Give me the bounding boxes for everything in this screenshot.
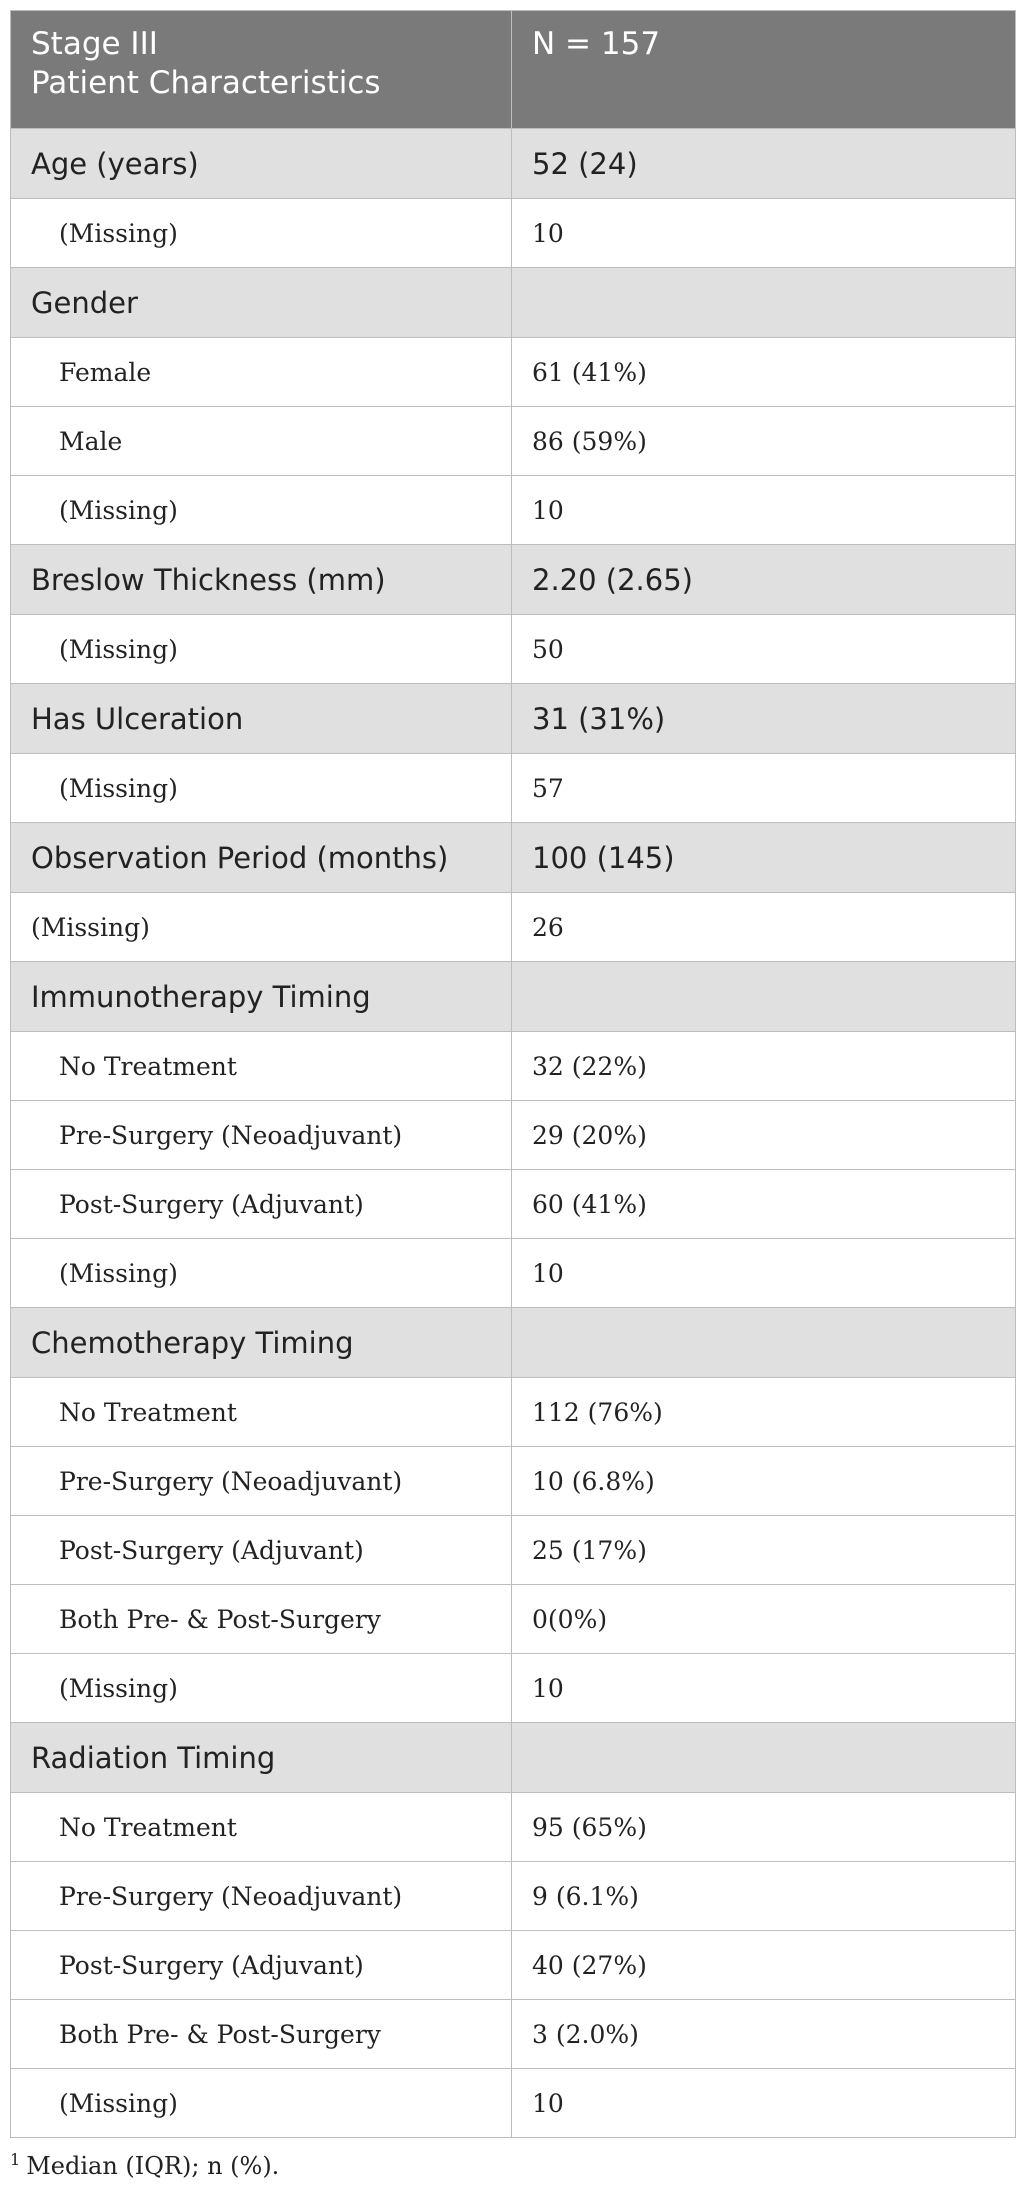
- row-value-cell: 26: [512, 893, 1016, 962]
- section-value-cell: 2.20 (2.65): [512, 545, 1016, 615]
- row-value-cell: 112 (76%): [512, 1378, 1016, 1447]
- row-label-cell: (Missing): [11, 2069, 512, 2138]
- section-value-cell: [512, 1308, 1016, 1378]
- table-row: [11, 199, 1016, 268]
- section-label-cell: Age (years): [11, 129, 512, 199]
- row-label-cell: (Missing): [11, 1239, 512, 1308]
- patient-characteristics-table-container: [10, 10, 1015, 2138]
- table-row: [11, 1862, 1016, 1931]
- row-value-cell: 10 (6.8%): [512, 1447, 1016, 1516]
- row-value-cell: 25 (17%): [512, 1516, 1016, 1585]
- row-value-cell: 57: [512, 754, 1016, 823]
- row-value-cell: 10: [512, 1654, 1016, 1723]
- row-label-cell: Pre-Surgery (Neoadjuvant): [11, 1447, 512, 1516]
- section-label-cell: Radiation Timing: [11, 1723, 512, 1793]
- table-section-row: [11, 1723, 1016, 1793]
- row-value-cell: 10: [512, 199, 1016, 268]
- table-row: [11, 754, 1016, 823]
- table-section-row: [11, 129, 1016, 199]
- row-label-cell: (Missing): [11, 893, 512, 962]
- row-label-cell: (Missing): [11, 1654, 512, 1723]
- table-row: [11, 1101, 1016, 1170]
- row-value-cell: 0(0%): [512, 1585, 1016, 1654]
- table-section-row: [11, 823, 1016, 893]
- table-section-row: [11, 545, 1016, 615]
- table-section-row: [11, 684, 1016, 754]
- table-section-row: [11, 1308, 1016, 1378]
- row-label-cell: (Missing): [11, 615, 512, 684]
- row-label-cell: No Treatment: [11, 1032, 512, 1101]
- row-value-cell: 29 (20%): [512, 1101, 1016, 1170]
- table-row: [11, 338, 1016, 407]
- section-label-cell: Observation Period (months): [11, 823, 512, 893]
- row-label-cell: Post-Surgery (Adjuvant): [11, 1931, 512, 2000]
- table-row: [11, 1516, 1016, 1585]
- table-row: [11, 615, 1016, 684]
- footnote-text: Median (IQR); n (%).: [26, 2152, 280, 2180]
- row-label-cell: Pre-Surgery (Neoadjuvant): [11, 1101, 512, 1170]
- row-label-cell: Male: [11, 407, 512, 476]
- patient-characteristics-table: [10, 10, 1016, 2138]
- table-footnote: [10, 2150, 279, 2180]
- table-row: [11, 1585, 1016, 1654]
- row-value-cell: 10: [512, 1239, 1016, 1308]
- table-row: [11, 1931, 1016, 2000]
- row-value-cell: 40 (27%): [512, 1931, 1016, 2000]
- row-value-cell: 50: [512, 615, 1016, 684]
- table-row: [11, 1032, 1016, 1101]
- section-label-cell: Breslow Thickness (mm): [11, 545, 512, 615]
- table-body: [11, 129, 1016, 2138]
- table-row: [11, 1793, 1016, 1862]
- table-row: [11, 1447, 1016, 1516]
- table-section-row: [11, 268, 1016, 338]
- header-characteristics-column: [11, 11, 512, 129]
- section-value-cell: 31 (31%): [512, 684, 1016, 754]
- table-row: [11, 1654, 1016, 1723]
- table-row: [11, 1239, 1016, 1308]
- table-row: [11, 2069, 1016, 2138]
- footnote-marker: 1: [10, 2150, 21, 2169]
- row-label-cell: (Missing): [11, 754, 512, 823]
- table-header: [11, 11, 1016, 129]
- row-label-cell: Post-Surgery (Adjuvant): [11, 1516, 512, 1585]
- row-value-cell: 32 (22%): [512, 1032, 1016, 1101]
- header-characteristics-label: Patient Characteristics: [31, 65, 381, 101]
- table-row: [11, 2000, 1016, 2069]
- table-row: [11, 1378, 1016, 1447]
- row-value-cell: 61 (41%): [512, 338, 1016, 407]
- header-n-column: [512, 11, 1016, 129]
- row-value-cell: 60 (41%): [512, 1170, 1016, 1239]
- section-label-cell: Chemotherapy Timing: [11, 1308, 512, 1378]
- section-label-cell: Immunotherapy Timing: [11, 962, 512, 1032]
- row-value-cell: 95 (65%): [512, 1793, 1016, 1862]
- section-value-cell: [512, 268, 1016, 338]
- row-label-cell: No Treatment: [11, 1378, 512, 1447]
- row-label-cell: Both Pre- & Post-Surgery: [11, 2000, 512, 2069]
- section-value-cell: 52 (24): [512, 129, 1016, 199]
- row-value-cell: 86 (59%): [512, 407, 1016, 476]
- table-header-row: [11, 11, 1016, 129]
- table-row: [11, 893, 1016, 962]
- section-value-cell: 100 (145): [512, 823, 1016, 893]
- row-value-cell: 10: [512, 476, 1016, 545]
- row-label-cell: (Missing): [11, 476, 512, 545]
- row-label-cell: Female: [11, 338, 512, 407]
- table-section-row: [11, 962, 1016, 1032]
- section-value-cell: [512, 962, 1016, 1032]
- header-n-label: N = 157: [532, 26, 661, 62]
- table-row: [11, 407, 1016, 476]
- section-label-cell: Gender: [11, 268, 512, 338]
- row-label-cell: (Missing): [11, 199, 512, 268]
- table-row: [11, 1170, 1016, 1239]
- row-label-cell: No Treatment: [11, 1793, 512, 1862]
- row-value-cell: 3 (2.0%): [512, 2000, 1016, 2069]
- section-value-cell: [512, 1723, 1016, 1793]
- row-value-cell: 9 (6.1%): [512, 1862, 1016, 1931]
- section-label-cell: Has Ulceration: [11, 684, 512, 754]
- row-value-cell: 10: [512, 2069, 1016, 2138]
- row-label-cell: Post-Surgery (Adjuvant): [11, 1170, 512, 1239]
- table-row: [11, 476, 1016, 545]
- row-label-cell: Both Pre- & Post-Surgery: [11, 1585, 512, 1654]
- row-label-cell: Pre-Surgery (Neoadjuvant): [11, 1862, 512, 1931]
- header-stage-label: Stage III: [31, 26, 158, 62]
